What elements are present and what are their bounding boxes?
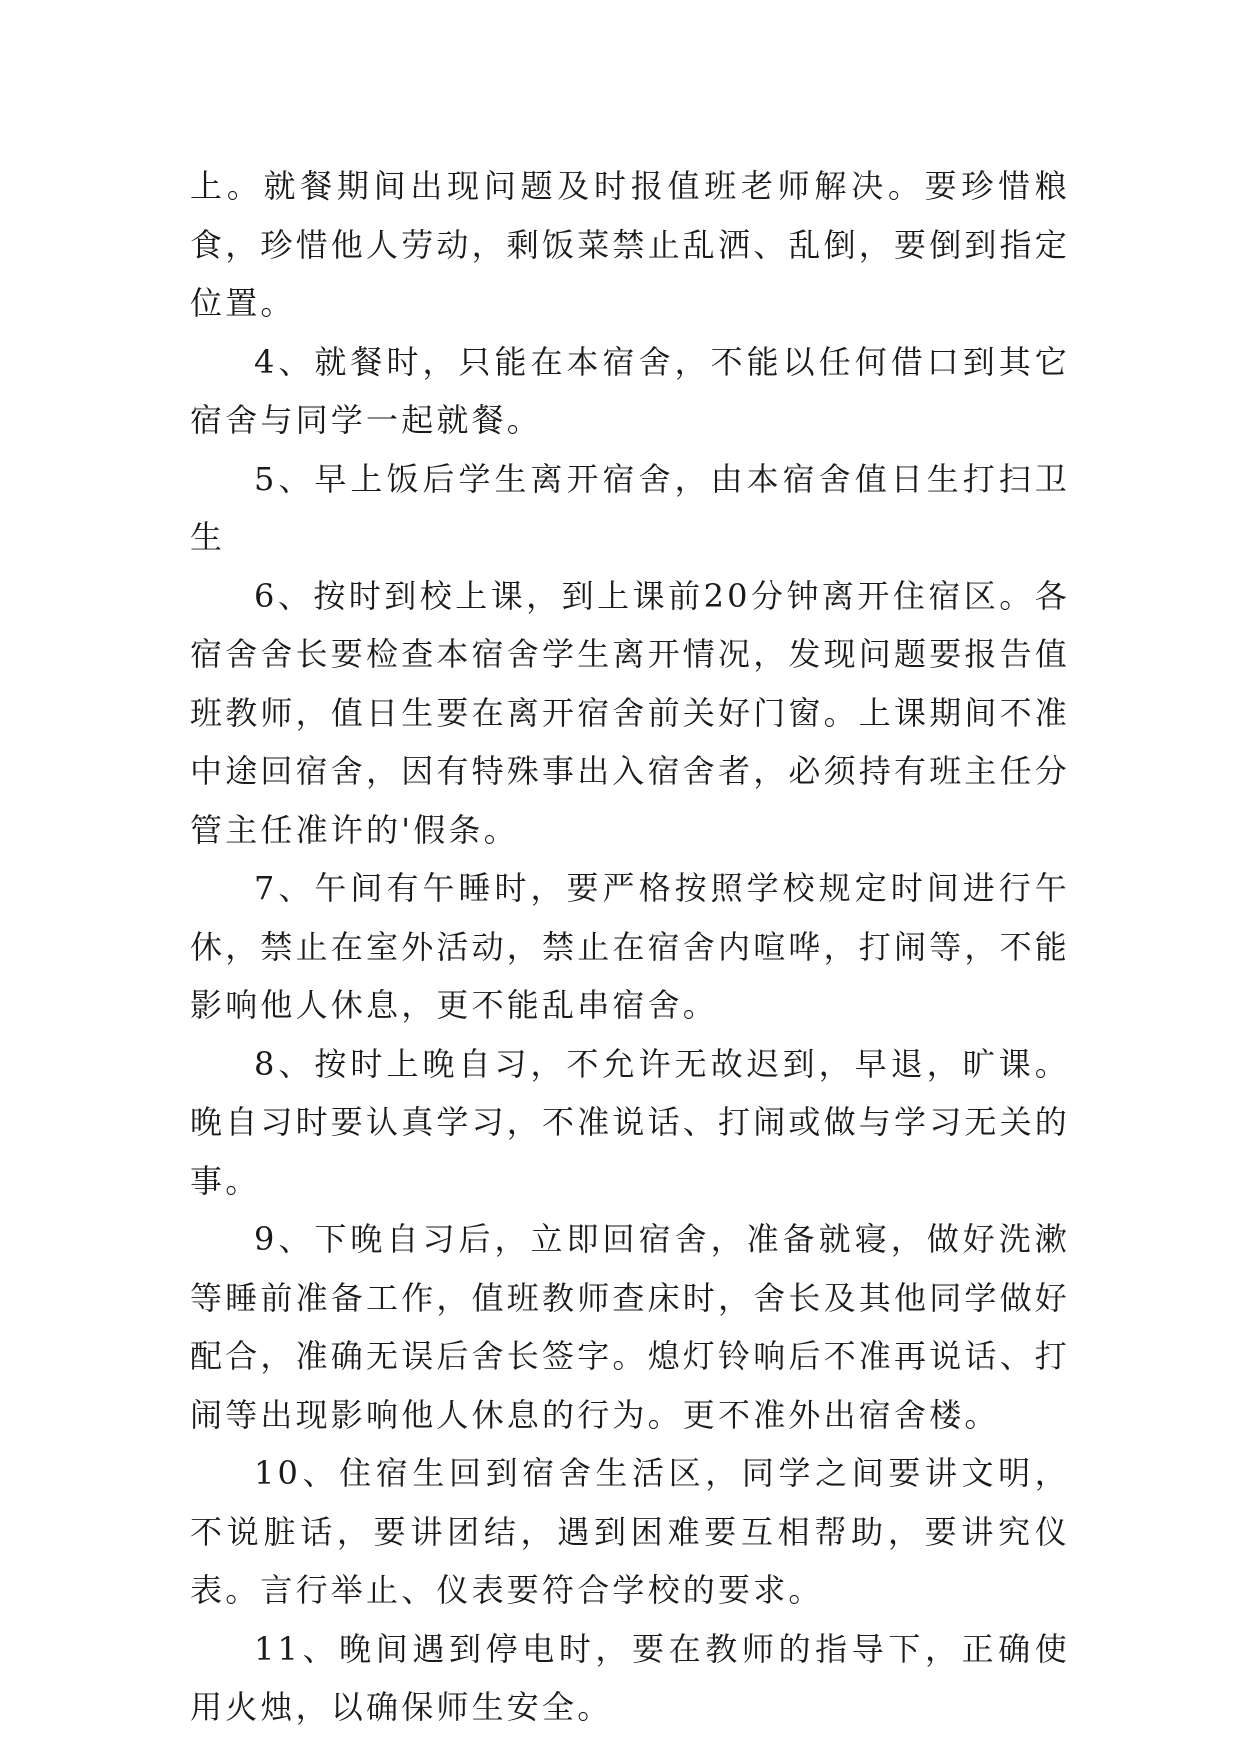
paragraph-rule-9: 9、下晚自习后，立即回宿舍，准备就寝，做好洗漱等睡前准备工作，值班教师查床时，舍长及其他同学做好配合，准确无误后舍长签字。熄灯铃响后不准再说话、打闹等出现影响他人休息的行为。更不准外出宿舍楼。 [190, 1220, 1071, 1434]
paragraph-continuation: 上。就餐期间出现问题及时报值班老师解决。要珍惜粮食，珍惜他人劳动，剩饭菜禁止乱洒、乱倒，要倒到指定位置。 [190, 167, 1071, 322]
paragraph-rule-7: 7、午间有午睡时，要严格按照学校规定时间进行午休，禁止在室外活动，禁止在宿舍内喧哗，打闹等，不能影响他人休息，更不能乱串宿舍。 [190, 869, 1071, 1024]
paragraph-rule-10: 10、住宿生回到宿舍生活区，同学之间要讲文明，不说脏话，要讲团结，遇到困难要互相帮助，要讲究仪表。言行举止、仪表要符合学校的要求。 [190, 1454, 1070, 1609]
paragraph-rule-4: 4、就餐时，只能在本宿舍，不能以任何借口到其它宿舍与同学一起就餐。 [190, 342, 1070, 439]
paragraph-rule-6: 6、按时到校上课，到上课前20分钟离开住宿区。各宿舍舍长要检查本宿舍学生离开情况，发现问题要报告值班教师，值日生要在离开宿舍前关好门窗。上课期间不准中途回宿舍，因有特殊事出入宿舍者，必须持有班主任分管主任准许的'假条。 [190, 576, 1071, 849]
document-body [190, 157, 1070, 1737]
paragraph-rule-8: 8、按时上晚自习，不允许无故迟到，早退，旷课。晚自习时要认真学习，不准说话、打闹或做与学习无关的事。 [190, 1044, 1071, 1200]
paragraph-rule-5: 5、早上饭后学生离开宿舍，由本宿舍值日生打扫卫生 [190, 459, 1070, 556]
paragraph-rule-11: 11、晚间遇到停电时，要在教师的指导下，正确使用火烛，以确保师生安全。 [190, 1629, 1070, 1726]
